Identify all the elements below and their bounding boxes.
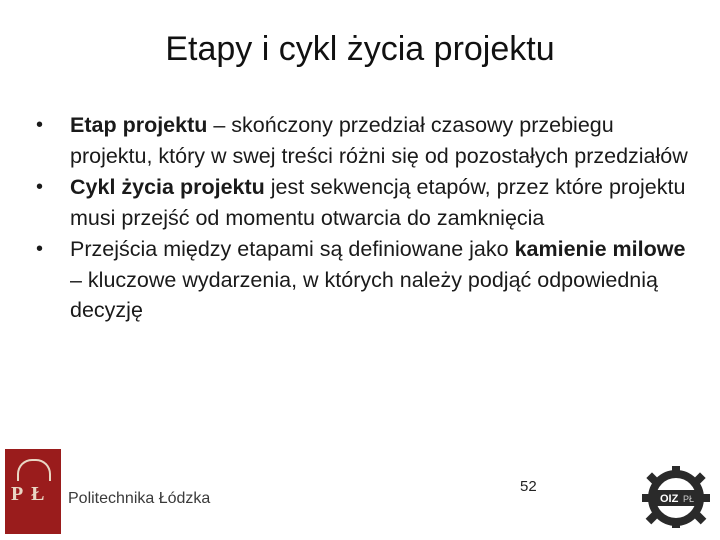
bullet-term: Etap projektu [70, 113, 208, 137]
emblem-arc-icon [17, 459, 51, 481]
bullet-item-1 [36, 110, 696, 171]
university-emblem [5, 449, 61, 534]
bullet-marker: • [36, 176, 44, 198]
oiz-logo-suffix: PŁ [683, 494, 695, 504]
oiz-gear-logo-icon [636, 464, 716, 528]
bullet-marker: • [36, 114, 44, 136]
page-number: 52 [520, 478, 537, 495]
bullet-term: kamienie milowe [514, 237, 686, 261]
bullet-list [36, 110, 696, 327]
bullet-text: – skończony przedział czasowy przebiegu projektu, który w swej treści różni się od pozostałych przedziałów [70, 113, 688, 168]
bullet-item-3 [36, 234, 696, 326]
bullet-term: Cykl życia projektu [70, 175, 265, 199]
oiz-logo-text: OIZ [660, 493, 679, 505]
emblem-letters: P Ł [11, 483, 47, 505]
bullet-text: – kluczowe wydarzenia, w których należy podjąć odpowiednią decyzję [70, 267, 658, 322]
bullet-text-pre: Przejścia między etapami są definiowane jako [70, 237, 515, 261]
bullet-text: jest sekwencją etapów, przez które projektu musi przejść od momentu otwarcia do zamknięcia [70, 175, 686, 230]
slide-title: Etapy i cykl życia projektu [165, 30, 555, 68]
bullet-marker: • [36, 238, 44, 260]
university-name: Politechnika Łódzka [68, 490, 211, 507]
bullet-item-2 [36, 172, 696, 233]
